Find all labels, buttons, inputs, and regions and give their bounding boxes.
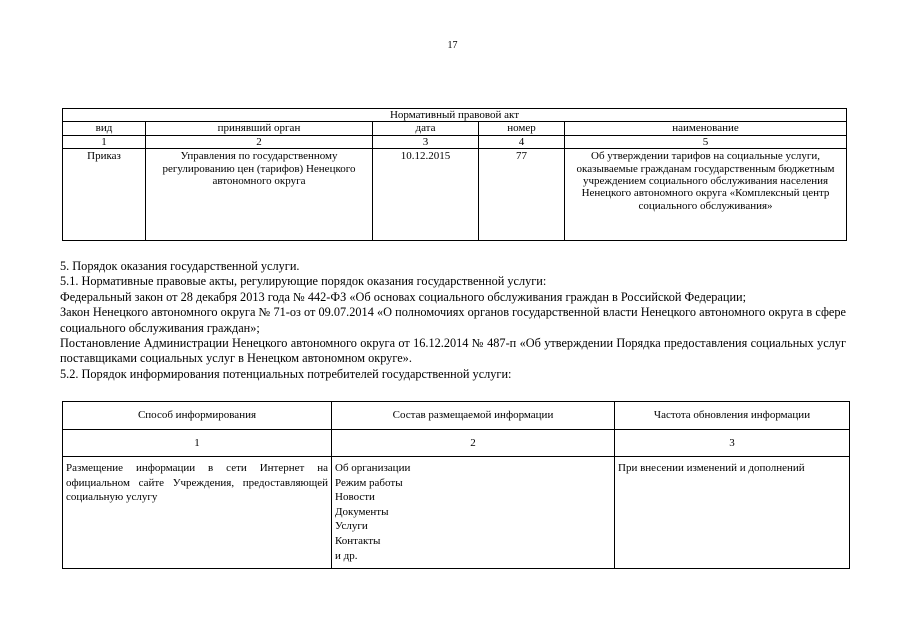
resolution: Постановление Администрации Ненецкого автономного округа от 16.12.2014 № 487-п «Об утверждении Порядка предоставления социальных услуг поставщиками социальных услуг в Ненецком автономном округе». xyxy=(60,336,846,366)
table1-colnum-4: 4 xyxy=(479,135,565,148)
table2-colnum-3: 3 xyxy=(615,430,850,457)
list-item: Услуги xyxy=(335,520,368,533)
table-row xyxy=(63,149,847,241)
table1-col-date: дата xyxy=(373,122,479,135)
table-row xyxy=(63,457,850,569)
law-regional: Закон Ненецкого автономного округа № 71-оз от 09.07.2014 «О полномочиях органов государственной власти Ненецкого автономного округа в сфере социального обслуживания граждан»; xyxy=(60,305,846,335)
table1-col-type: вид xyxy=(63,122,146,135)
act-date: 10.12.2015 xyxy=(373,149,479,241)
subsection-5-1: 5.1. Нормативные правовые акты, регулирующие порядок оказания государственной услуги: xyxy=(60,274,547,289)
section-5 xyxy=(60,259,846,382)
law-federal: Федеральный закон от 28 декабря 2013 года № 442-ФЗ «Об основах социального обслуживания граждан в Российской Федерации; xyxy=(60,289,747,304)
table2-colnum-2: 2 xyxy=(332,430,615,457)
act-name: Об утверждении тарифов на социальные услуги, оказываемые гражданам государственным бюджетным учреждением социального обслуживания населения Ненецкого автономного округа «Комплексный центр социального обслуживания» xyxy=(565,149,847,241)
act-type: Приказ xyxy=(63,149,146,241)
info-method: Размещение информации в сети Интернет на официальном сайте Учреждения, предоставляющей социальную услугу xyxy=(63,457,332,569)
list-item: Об организации xyxy=(335,462,411,474)
table1-colnum-5: 5 xyxy=(565,135,847,148)
information-table xyxy=(62,401,850,569)
info-contents xyxy=(332,457,615,569)
table1-colnum-2: 2 xyxy=(146,135,373,148)
normative-act-table xyxy=(62,108,847,241)
list-item: Документы xyxy=(335,505,389,518)
table1-col-name: наименование xyxy=(565,122,847,135)
table1-title: Нормативный правовой акт xyxy=(63,109,847,122)
table1-col-number: номер xyxy=(479,122,565,135)
table2-colnum-1: 1 xyxy=(63,430,332,457)
subsection-5-2: 5.2. Порядок информирования потенциальных потребителей государственной услуги: xyxy=(60,366,512,381)
list-item: и др. xyxy=(335,549,358,562)
section-heading: 5. Порядок оказания государственной услуги. xyxy=(60,259,300,273)
act-number: 77 xyxy=(479,149,565,241)
table1-col-authority: принявший орган xyxy=(146,122,373,135)
page-number: 17 xyxy=(447,40,458,51)
table2-col-frequency: Частота обновления информации xyxy=(615,402,850,430)
table2-col-method: Способ информирования xyxy=(63,402,332,430)
table2-col-contents: Состав размещаемой информации xyxy=(332,402,615,430)
list-item: Режим работы xyxy=(335,476,403,489)
info-frequency: При внесении изменений и дополнений xyxy=(615,457,850,569)
table1-colnum-3: 3 xyxy=(373,135,479,148)
list-item: Контакты xyxy=(335,534,381,547)
list-item: Новости xyxy=(335,491,375,504)
act-authority: Управления по государственному регулированию цен (тарифов) Ненецкого автономного округа xyxy=(146,149,373,241)
table1-colnum-1: 1 xyxy=(63,135,146,148)
